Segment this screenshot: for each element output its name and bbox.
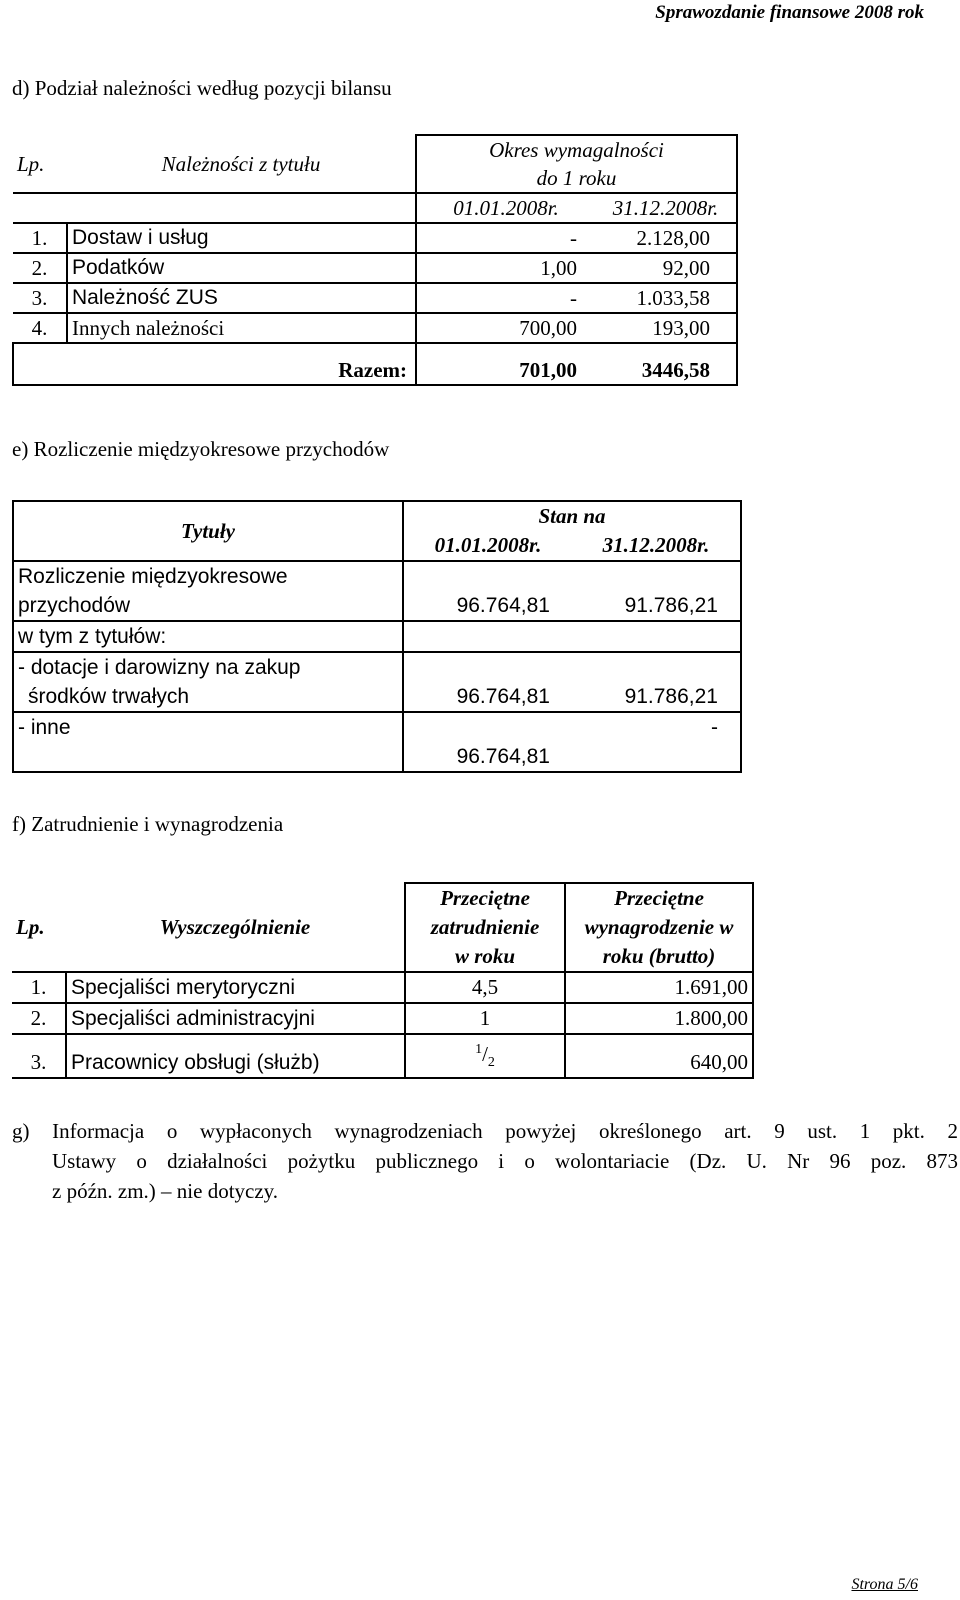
table-row: [13, 283, 737, 313]
row-v2: 91.786,21: [572, 561, 741, 621]
employment-table: [12, 882, 754, 1079]
row-sal: 640,00: [565, 1034, 753, 1078]
section-g-paragraph: [12, 1116, 958, 1206]
section-g-line3: z późn. zm.) – nie dotyczy.: [52, 1179, 279, 1203]
row-emp-fraction: [405, 1034, 565, 1078]
row-desc: Specjaliści administracyjni: [66, 1003, 405, 1034]
header-emp-line3: w roku: [454, 944, 516, 968]
header-lp: Lp.: [17, 151, 45, 176]
row-lp: 4.: [13, 313, 67, 343]
row-lp: 2.: [12, 1003, 66, 1034]
row-title-line2: środków trwałych: [28, 685, 190, 708]
row-lp: 3.: [12, 1034, 66, 1078]
section-e-title: e) Rozliczenie międzyokresowe przychodów: [12, 437, 390, 461]
table-row: [12, 972, 753, 1003]
table-header-row: [13, 135, 737, 192]
table-header-row: [13, 501, 741, 531]
total-label: Razem:: [338, 358, 407, 382]
row-desc: Specjaliści merytoryczni: [66, 972, 405, 1003]
header-date1: 01.01.2008r.: [403, 531, 572, 561]
fraction-slash: /: [482, 1042, 488, 1066]
row-title-line1: Rozliczenie międzyokresowe: [18, 565, 288, 588]
row-v2: 92,00: [595, 253, 737, 283]
row-v1: -: [416, 223, 595, 253]
row-title: - inne: [13, 712, 403, 772]
row-title-line1: - dotacje i darowizny na zakup: [18, 656, 301, 679]
row-v1: 96.764,81: [403, 561, 572, 621]
row-sal: 1.800,00: [565, 1003, 753, 1034]
section-f-title: f) Zatrudnienie i wynagrodzenia: [12, 812, 284, 836]
table-row: [13, 313, 737, 343]
table-row: [13, 652, 741, 712]
header-sal-line3: roku (brutto): [602, 944, 716, 968]
row-title: [13, 561, 403, 621]
row-v2: 193,00: [595, 313, 737, 343]
page-header: Sprawozdanie finansowe 2008 rok: [655, 2, 924, 23]
row-v1: 700,00: [416, 313, 595, 343]
receivables-table: [12, 134, 738, 386]
fraction-denominator: 2: [487, 1055, 495, 1071]
row-lp: 2.: [13, 253, 67, 283]
row-name: Dostaw i usług: [67, 223, 416, 253]
header-titles: Tytuły: [13, 501, 403, 561]
row-v1: [403, 621, 572, 652]
total-v1: 701,00: [416, 343, 595, 385]
row-v1: -: [416, 283, 595, 313]
page-footer: Strona 5/6: [851, 1576, 918, 1593]
row-v1: 96.764,81: [403, 652, 572, 712]
header-emp: [405, 883, 565, 972]
row-v2: 2.128,00: [595, 223, 737, 253]
header-date2: 31.12.2008r.: [572, 531, 741, 561]
row-desc: Pracownicy obsługi (służb): [66, 1034, 405, 1078]
section-g-line2: Ustawy o działalności pożytku publicznego i o wolontariacie (Dz. U. Nr 96 poz. 873: [52, 1149, 958, 1173]
header-name: Należności z tytułu: [161, 151, 321, 176]
fraction-numerator: 1: [475, 1042, 483, 1057]
section-d-title: d) Podział należności według pozycji bilansu: [12, 76, 392, 100]
table-header-dates: [13, 193, 737, 223]
row-emp: 4,5: [405, 972, 565, 1003]
row-lp: 1.: [12, 972, 66, 1003]
row-v1: 96.764,81: [403, 712, 572, 772]
deferred-income-table: [12, 500, 742, 773]
row-name: Należność ZUS: [67, 283, 416, 313]
table-row: [12, 1003, 753, 1034]
row-lp: 1.: [13, 223, 67, 253]
row-emp: 1: [405, 1003, 565, 1034]
row-lp: 3.: [13, 283, 67, 313]
table-row: [13, 712, 741, 772]
table-row: [13, 561, 741, 621]
header-group-line1: Okres wymagalności: [489, 138, 664, 162]
header-emp-line1: Przeciętne: [440, 886, 530, 910]
header-group-line2: do 1 roku: [536, 166, 617, 190]
header-sal-line1: Przeciętne: [614, 886, 704, 910]
total-v2: 3446,58: [595, 343, 737, 385]
header-emp-line2: zatrudnienie: [430, 915, 540, 939]
row-v2: -: [572, 712, 741, 772]
header-lp: Lp.: [16, 914, 45, 939]
table-total-row: [13, 343, 737, 385]
header-date1: 01.01.2008r.: [416, 193, 595, 223]
row-title: w tym z tytułów:: [13, 621, 403, 652]
section-g-line1: g) Informacja o wypłaconych wynagrodzeniach powyżej określonego art. 9 ust. 1 pkt. 2: [12, 1119, 958, 1143]
row-name: Innych należności: [67, 313, 416, 343]
row-sal: 1.691,00: [565, 972, 753, 1003]
row-title-line2: przychodów: [18, 594, 131, 617]
table-header-row: [12, 883, 753, 972]
table-row: [13, 621, 741, 652]
header-sal-line2: wynagrodzenie w: [584, 915, 734, 939]
header-group: Stan na: [403, 501, 741, 531]
row-title: [13, 652, 403, 712]
table-row: [13, 253, 737, 283]
row-v2: 1.033,58: [595, 283, 737, 313]
table-row: [13, 223, 737, 253]
total-label-cell: [13, 343, 416, 385]
row-v1: 1,00: [416, 253, 595, 283]
header-sal: [565, 883, 753, 972]
header-date2: 31.12.2008r.: [595, 193, 737, 223]
header-desc: Wyszczególnienie: [159, 914, 311, 939]
header-group: [416, 135, 737, 192]
row-v2: 91.786,21: [572, 652, 741, 712]
row-v2: [572, 621, 741, 652]
row-name: Podatków: [67, 253, 416, 283]
table-row: [12, 1034, 753, 1078]
